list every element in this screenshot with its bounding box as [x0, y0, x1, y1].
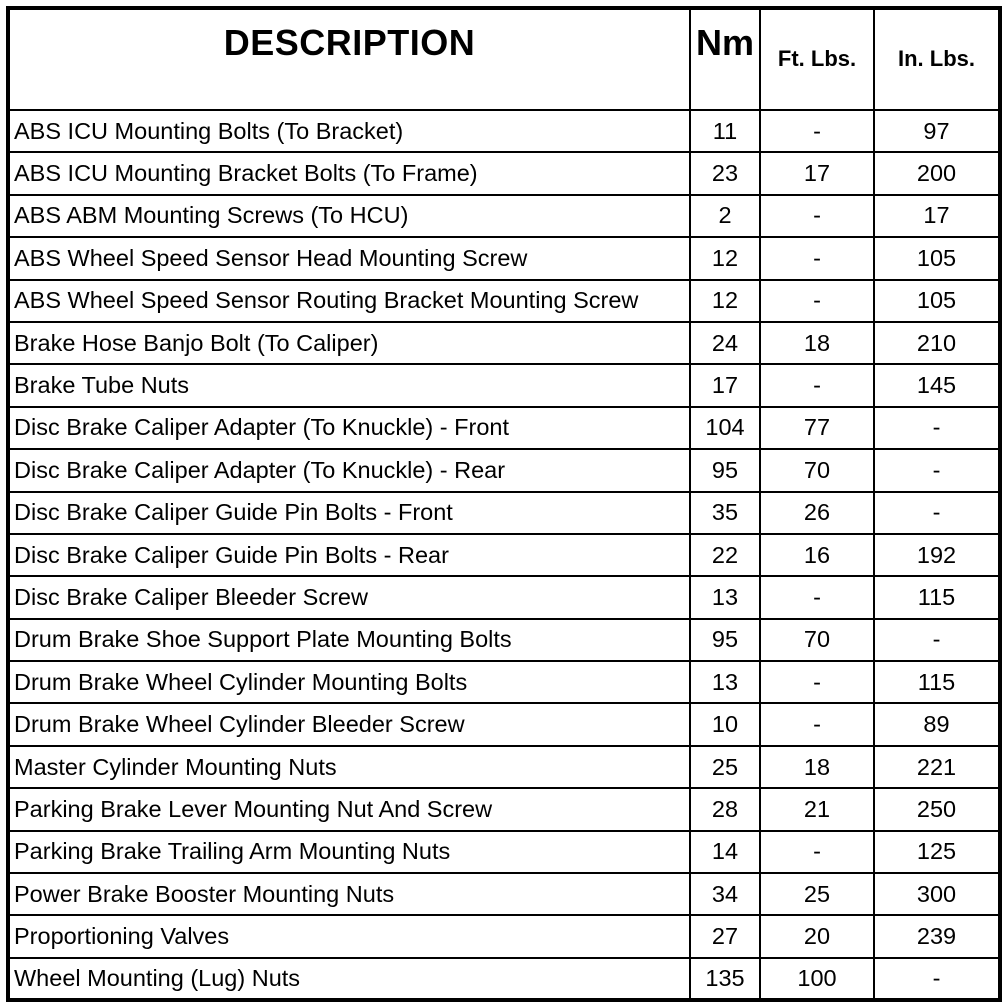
row-nm: 14: [690, 831, 760, 873]
row-description: Disc Brake Caliper Guide Pin Bolts - Rear: [8, 534, 690, 576]
row-nm: 95: [690, 619, 760, 661]
table-header: [8, 8, 1000, 110]
row-ft-lbs: -: [760, 280, 874, 322]
row-ft-lbs: -: [760, 703, 874, 745]
table-row: [8, 364, 1000, 406]
table-row: [8, 492, 1000, 534]
row-description: Disc Brake Caliper Bleeder Screw: [8, 576, 690, 618]
row-description: Disc Brake Caliper Adapter (To Knuckle) - Rear: [8, 449, 690, 491]
row-description: Drum Brake Shoe Support Plate Mounting Bolts: [8, 619, 690, 661]
row-ft-lbs: -: [760, 237, 874, 279]
table-row: [8, 873, 1000, 915]
row-ft-lbs: 16: [760, 534, 874, 576]
table-row: [8, 576, 1000, 618]
row-description: Disc Brake Caliper Adapter (To Knuckle) - Front: [8, 407, 690, 449]
row-description: ABS Wheel Speed Sensor Head Mounting Screw: [8, 237, 690, 279]
row-description: Drum Brake Wheel Cylinder Mounting Bolts: [8, 661, 690, 703]
table-row: [8, 958, 1000, 1000]
row-nm: 25: [690, 746, 760, 788]
row-ft-lbs: -: [760, 364, 874, 406]
row-ft-lbs: -: [760, 576, 874, 618]
row-ft-lbs: 17: [760, 152, 874, 194]
row-nm: 104: [690, 407, 760, 449]
table-row: [8, 915, 1000, 957]
row-in-lbs: 200: [874, 152, 1000, 194]
row-ft-lbs: 18: [760, 746, 874, 788]
row-nm: 95: [690, 449, 760, 491]
table-row: [8, 703, 1000, 745]
table-row: [8, 661, 1000, 703]
row-description: Power Brake Booster Mounting Nuts: [8, 873, 690, 915]
row-ft-lbs: 70: [760, 619, 874, 661]
row-ft-lbs: -: [760, 831, 874, 873]
row-nm: 2: [690, 195, 760, 237]
header-row: [8, 8, 1000, 110]
row-nm: 13: [690, 576, 760, 618]
row-ft-lbs: 20: [760, 915, 874, 957]
header-nm: Nm: [690, 8, 760, 110]
row-nm: 35: [690, 492, 760, 534]
row-in-lbs: 125: [874, 831, 1000, 873]
table-row: [8, 152, 1000, 194]
torque-spec-table: [6, 6, 1002, 1002]
table-row: [8, 831, 1000, 873]
header-description: DESCRIPTION: [8, 8, 690, 110]
row-ft-lbs: 26: [760, 492, 874, 534]
table-row: [8, 280, 1000, 322]
row-ft-lbs: -: [760, 195, 874, 237]
header-ft-lbs: Ft. Lbs.: [760, 8, 874, 110]
row-nm: 12: [690, 237, 760, 279]
row-in-lbs: 105: [874, 280, 1000, 322]
row-ft-lbs: 18: [760, 322, 874, 364]
row-in-lbs: 250: [874, 788, 1000, 830]
row-description: Parking Brake Trailing Arm Mounting Nuts: [8, 831, 690, 873]
row-in-lbs: 115: [874, 661, 1000, 703]
table-row: [8, 788, 1000, 830]
row-nm: 11: [690, 110, 760, 152]
table-row: [8, 746, 1000, 788]
row-in-lbs: 115: [874, 576, 1000, 618]
row-in-lbs: 17: [874, 195, 1000, 237]
row-in-lbs: 300: [874, 873, 1000, 915]
row-in-lbs: -: [874, 492, 1000, 534]
row-in-lbs: -: [874, 619, 1000, 661]
table-row: [8, 195, 1000, 237]
row-in-lbs: 221: [874, 746, 1000, 788]
row-description: Disc Brake Caliper Guide Pin Bolts - Front: [8, 492, 690, 534]
row-in-lbs: -: [874, 407, 1000, 449]
row-description: Wheel Mounting (Lug) Nuts: [8, 958, 690, 1000]
row-description: Parking Brake Lever Mounting Nut And Screw: [8, 788, 690, 830]
row-ft-lbs: 21: [760, 788, 874, 830]
row-ft-lbs: -: [760, 661, 874, 703]
row-in-lbs: 145: [874, 364, 1000, 406]
row-ft-lbs: 70: [760, 449, 874, 491]
row-description: Drum Brake Wheel Cylinder Bleeder Screw: [8, 703, 690, 745]
row-nm: 10: [690, 703, 760, 745]
row-in-lbs: 105: [874, 237, 1000, 279]
row-ft-lbs: -: [760, 110, 874, 152]
row-description: Brake Hose Banjo Bolt (To Caliper): [8, 322, 690, 364]
row-ft-lbs: 100: [760, 958, 874, 1000]
row-in-lbs: 210: [874, 322, 1000, 364]
row-in-lbs: -: [874, 449, 1000, 491]
table-row: [8, 237, 1000, 279]
row-in-lbs: 89: [874, 703, 1000, 745]
row-nm: 27: [690, 915, 760, 957]
row-in-lbs: 97: [874, 110, 1000, 152]
row-description: Brake Tube Nuts: [8, 364, 690, 406]
row-nm: 23: [690, 152, 760, 194]
row-in-lbs: 192: [874, 534, 1000, 576]
header-in-lbs: In. Lbs.: [874, 8, 1000, 110]
row-description: Master Cylinder Mounting Nuts: [8, 746, 690, 788]
table-row: [8, 110, 1000, 152]
row-nm: 24: [690, 322, 760, 364]
row-description: Proportioning Valves: [8, 915, 690, 957]
table-row: [8, 449, 1000, 491]
row-description: ABS ICU Mounting Bracket Bolts (To Frame): [8, 152, 690, 194]
table-body: [8, 110, 1000, 1000]
table-row: [8, 407, 1000, 449]
row-nm: 34: [690, 873, 760, 915]
table-row: [8, 322, 1000, 364]
table-row: [8, 534, 1000, 576]
row-in-lbs: 239: [874, 915, 1000, 957]
row-nm: 28: [690, 788, 760, 830]
row-description: ABS ICU Mounting Bolts (To Bracket): [8, 110, 690, 152]
row-nm: 135: [690, 958, 760, 1000]
row-in-lbs: -: [874, 958, 1000, 1000]
row-nm: 13: [690, 661, 760, 703]
row-description: ABS Wheel Speed Sensor Routing Bracket Mounting Screw: [8, 280, 690, 322]
row-ft-lbs: 25: [760, 873, 874, 915]
row-ft-lbs: 77: [760, 407, 874, 449]
row-nm: 22: [690, 534, 760, 576]
table-row: [8, 619, 1000, 661]
row-nm: 12: [690, 280, 760, 322]
row-description: ABS ABM Mounting Screws (To HCU): [8, 195, 690, 237]
row-nm: 17: [690, 364, 760, 406]
